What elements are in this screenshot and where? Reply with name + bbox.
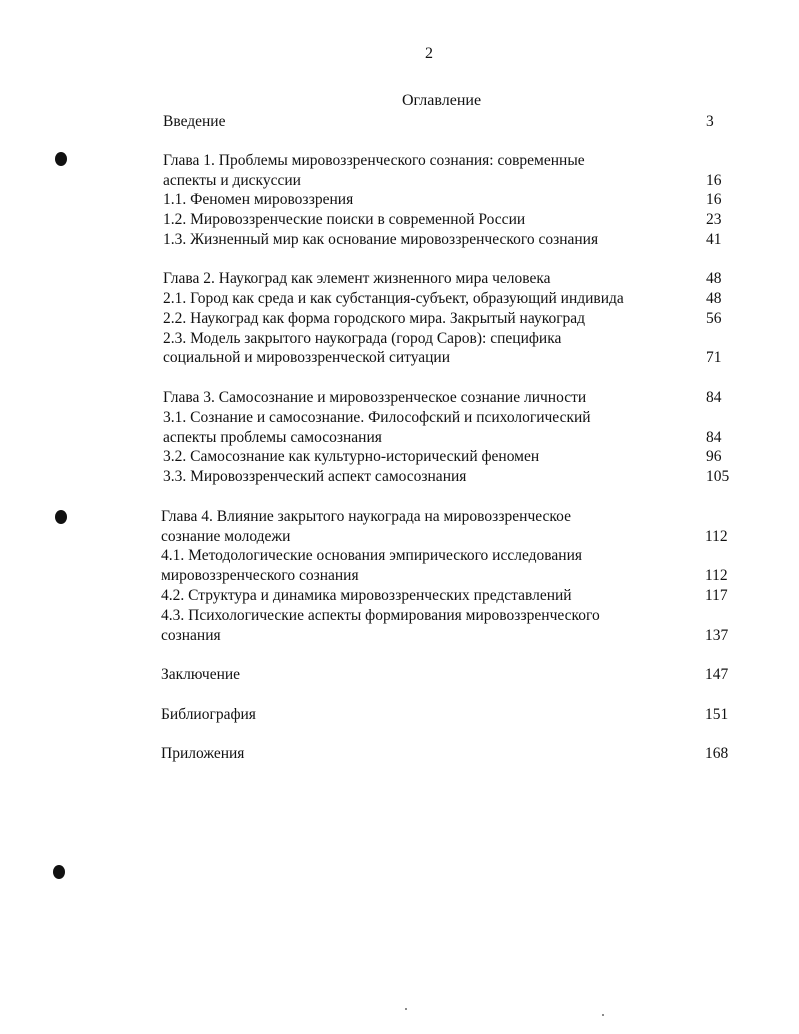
toc-section-2-3-line1: 2.3. Модель закрытого наукограда (город Саров): специфика [163,330,562,347]
scan-speck [602,1014,604,1016]
toc-page-section-3-1: 84 [706,429,722,446]
toc-page-chapter-2: 48 [706,270,722,287]
toc-section-3-3: 3.3. Мировоззренческий аспект самосознания [163,468,467,485]
toc-chapter-2: Глава 2. Наукоград как элемент жизненного мира человека [163,270,551,287]
toc-section-4-1-line1: 4.1. Методологические основания эмпирического исследования [161,547,582,564]
toc-page-section-1-2: 23 [706,211,722,228]
toc-chapter-4-line1: Глава 4. Влияние закрытого наукограда на мировоззренческое [161,508,571,525]
page-number: 2 [425,45,433,62]
toc-page-section-3-2: 96 [706,448,722,465]
toc-page-section-2-1: 48 [706,290,722,307]
toc-chapter-1-line1: Глава 1. Проблемы мировоззренческого сознания: современные [163,152,585,169]
toc-section-2-2: 2.2. Наукоград как форма городского мира. Закрытый наукоград [163,310,586,327]
toc-page-chapter-1: 16 [706,172,722,189]
toc-page-appendices: 168 [705,745,729,762]
toc-section-1-2: 1.2. Мировоззренческие поиски в современной России [163,211,526,228]
toc-section-4-1-line2: мировоззренческого сознания [161,567,359,584]
scan-speck [405,1008,407,1010]
toc-page-conclusion: 147 [705,666,729,683]
toc-page-section-1-1: 16 [706,191,722,208]
binder-hole-mark [53,865,65,879]
toc-page-bibliography: 151 [705,706,729,723]
toc-page-section-4-3: 137 [705,627,729,644]
toc-section-1-1: 1.1. Феномен мировоззрения [163,191,354,208]
toc-entry-appendices: Приложения [161,745,245,762]
toc-page-section-2-3: 71 [706,349,722,366]
toc-page-section-4-2: 117 [705,587,728,604]
toc-page-intro: 3 [706,113,714,130]
toc-entry-conclusion: Заключение [161,666,241,683]
toc-section-4-2: 4.2. Структура и динамика мировоззренческих представлений [161,587,572,604]
toc-section-3-2: 3.2. Самосознание как культурно-исторический феномен [163,448,540,465]
toc-page-chapter-4: 112 [705,528,728,545]
toc-page-section-1-3: 41 [706,231,722,248]
toc-entry-intro: Введение [163,113,226,130]
binder-hole-mark [55,152,67,166]
toc-page-section-4-1: 112 [705,567,728,584]
toc-section-2-3-line2: социальной и мировоззренческой ситуации [163,349,451,366]
toc-page-section-2-2: 56 [706,310,722,327]
binder-hole-mark [55,510,67,524]
toc-section-1-3: 1.3. Жизненный мир как основание мировоззренческого сознания [163,231,599,248]
toc-page-chapter-3: 84 [706,389,722,406]
toc-title: Оглавление [402,92,482,109]
toc-chapter-3: Глава 3. Самосознание и мировоззренческое сознание личности [163,389,587,406]
toc-section-3-1-line1: 3.1. Сознание и самосознание. Философский и психологический [163,409,591,426]
toc-chapter-4-line2: сознание молодежи [161,528,291,545]
toc-page-section-3-3: 105 [706,468,730,485]
toc-entry-bibliography: Библиография [161,706,256,723]
toc-section-4-3-line1: 4.3. Психологические аспекты формирования мировоззренческого [161,607,600,624]
toc-section-2-1: 2.1. Город как среда и как субстанция-субъект, образующий индивида [163,290,624,307]
toc-chapter-1-line2: аспекты и дискуссии [163,172,301,189]
toc-section-3-1-line2: аспекты проблемы самосознания [163,429,382,446]
toc-section-4-3-line2: сознания [161,627,221,644]
